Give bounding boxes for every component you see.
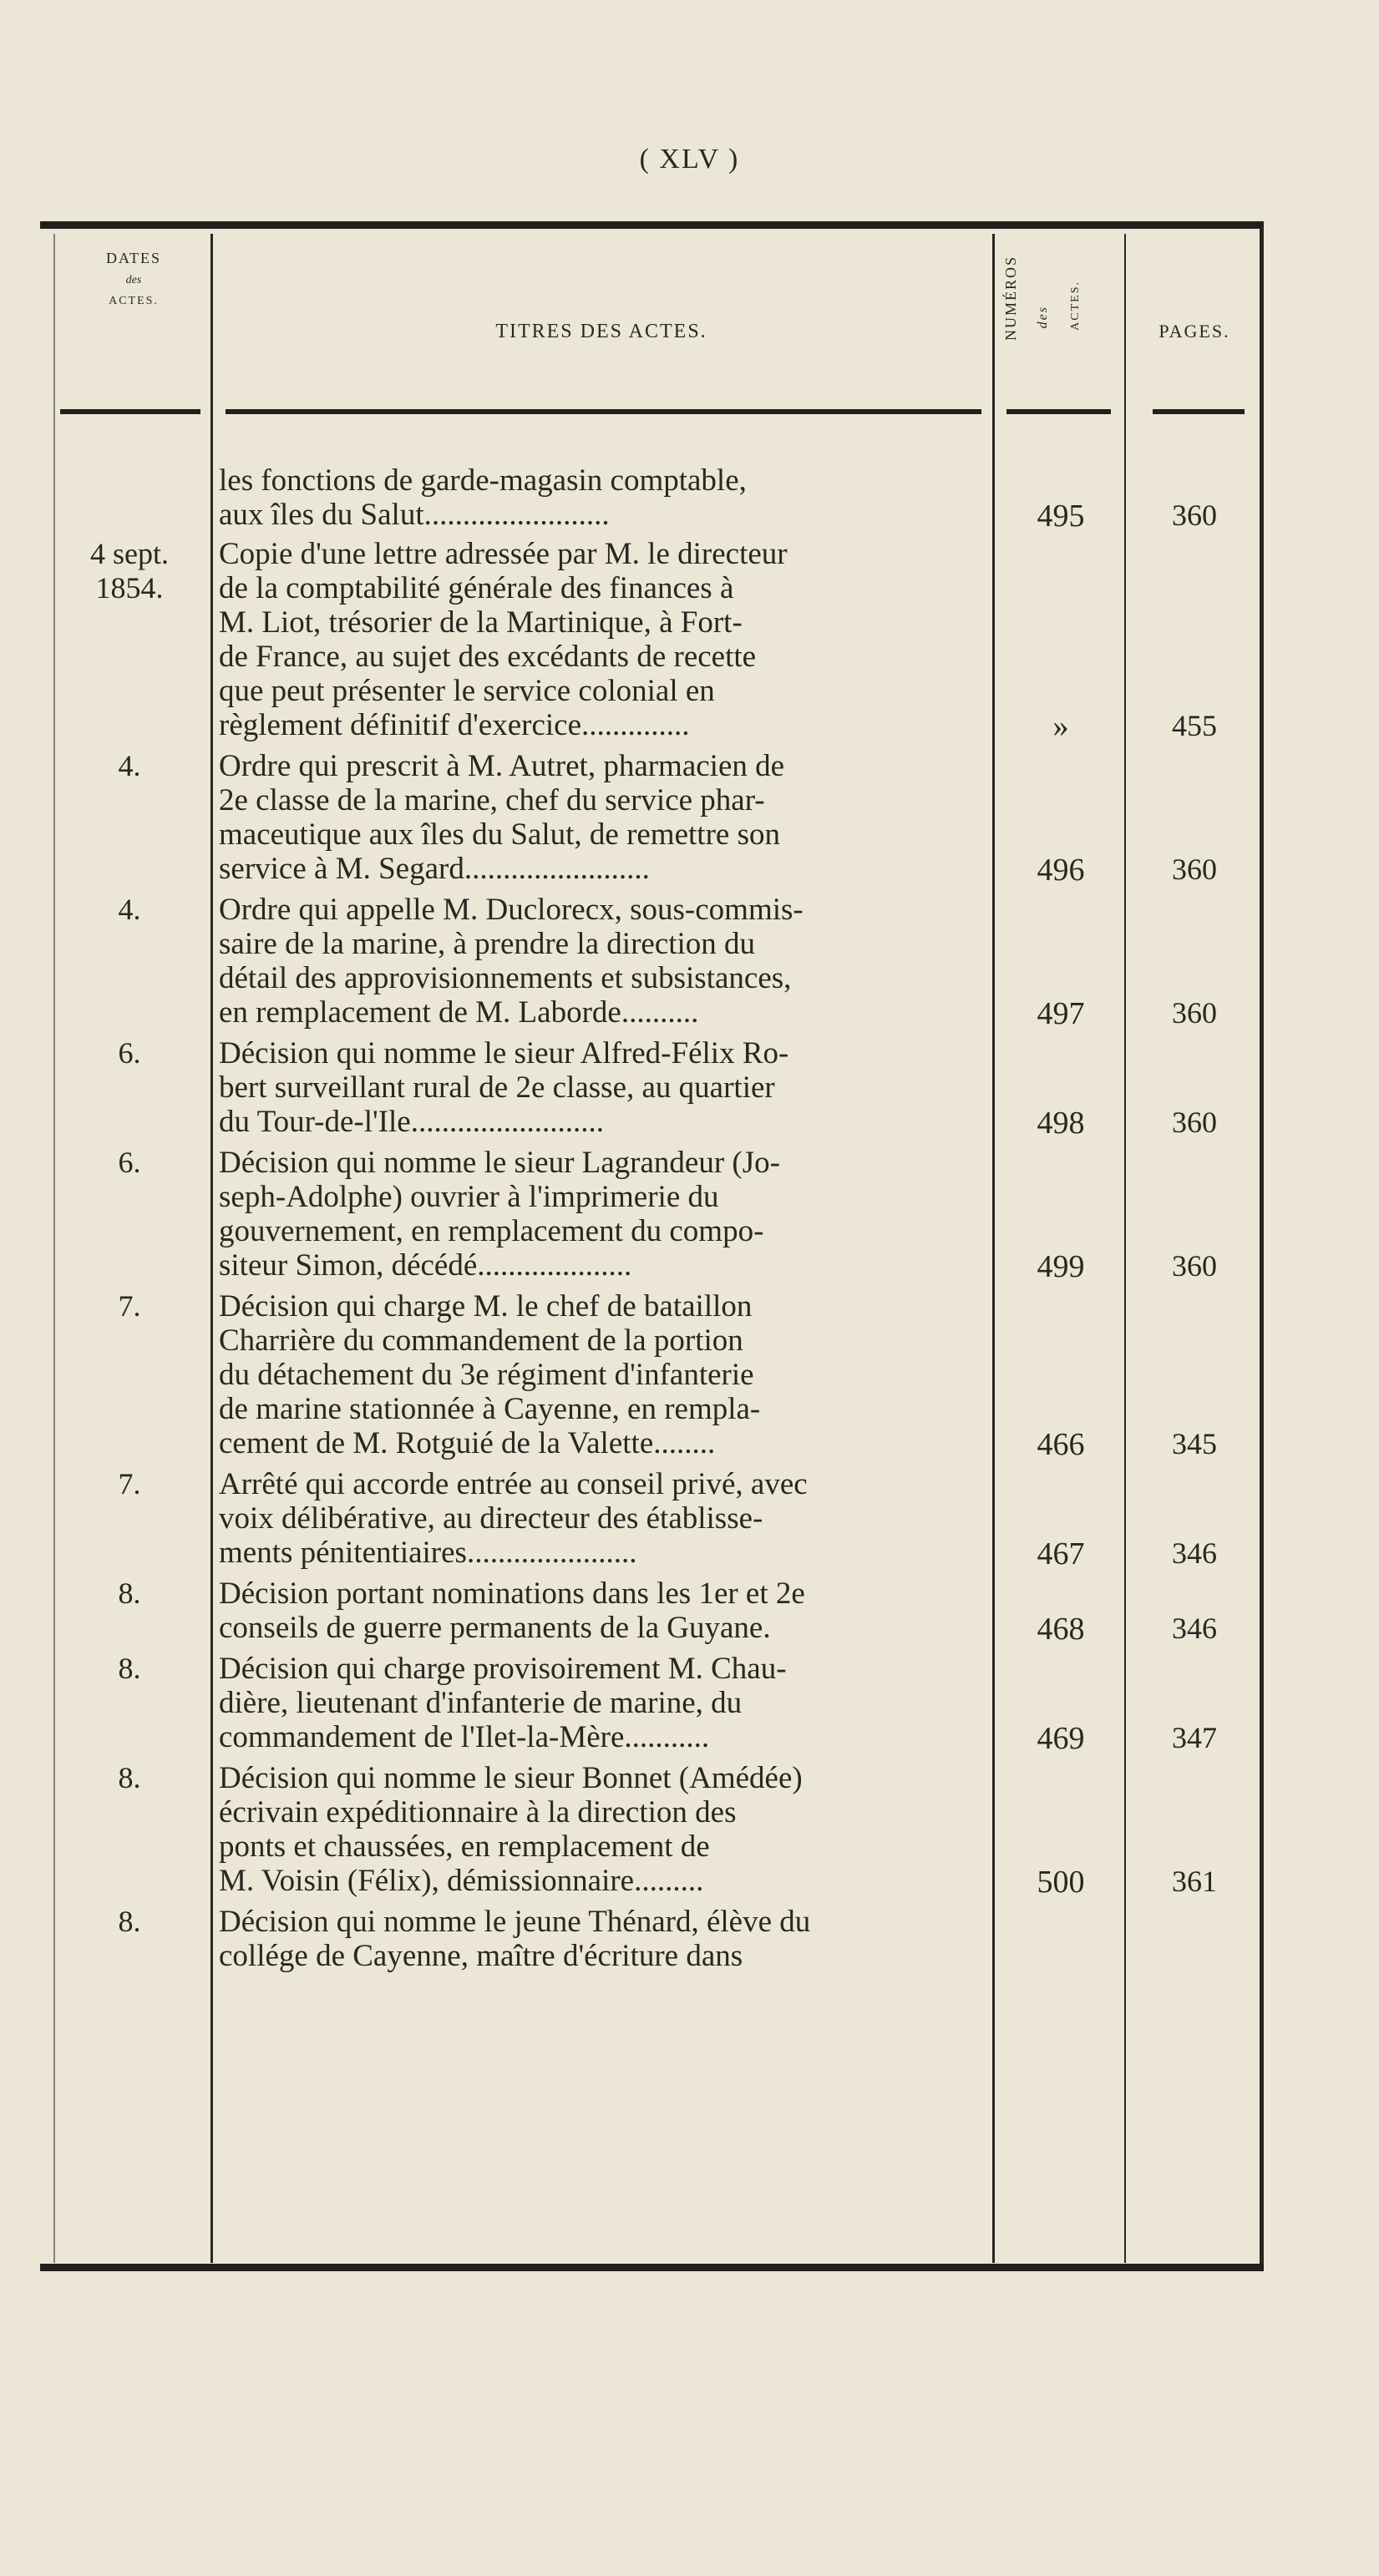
act-title-line: saire de la marine, à prendre la direction du: [219, 927, 756, 961]
act-number: 500: [1037, 1865, 1085, 1900]
header-numeros-line1: NUMÉROS: [1002, 256, 1019, 342]
act-date: [50, 1652, 209, 1686]
act-page: 347: [1172, 1721, 1217, 1754]
act-date: [50, 749, 209, 783]
header-dates-line3: ACTES.: [109, 294, 159, 307]
act-title-line: M. Liot, trésorier de la Martinique, à Fort-: [219, 605, 743, 640]
table-top-rule: [40, 221, 1264, 229]
act-date-line: 4.: [118, 893, 141, 926]
act-page: 360: [1172, 996, 1217, 1030]
header-pages: PAGES.: [1158, 321, 1230, 342]
header-bar-numeros: [1006, 409, 1111, 414]
act-date-line: 8.: [118, 1905, 141, 1938]
act-date: [50, 1036, 209, 1070]
act-page: 346: [1172, 1536, 1217, 1570]
table-row: [0, 1652, 1379, 1754]
act-date-line: 7.: [118, 1467, 141, 1501]
table-row: [0, 537, 1379, 742]
act-title: [219, 1146, 986, 1283]
act-page: 360: [1172, 853, 1217, 886]
act-title-line: conseils de guerre permanents de la Guyane.: [219, 1611, 771, 1645]
header-dates-line2: des: [125, 273, 142, 286]
act-date-line: 8.: [118, 1652, 141, 1685]
act-page: 360: [1172, 498, 1217, 532]
table-row: [0, 1761, 1379, 1898]
act-title: [219, 1467, 986, 1570]
act-title-line: Copie d'une lettre adressée par M. le directeur: [219, 537, 788, 571]
act-title: [219, 749, 986, 886]
act-title-line: Décision portant nominations dans les 1er et 2e: [219, 1576, 805, 1611]
act-number: »: [1052, 709, 1069, 744]
act-number: 467: [1037, 1536, 1085, 1571]
table-row: [0, 1289, 1379, 1460]
header-bar-pages: [1153, 409, 1245, 414]
act-number: 498: [1037, 1106, 1085, 1141]
act-date-line: 6.: [118, 1036, 141, 1070]
act-title-line: siteur Simon, décédé....................: [219, 1248, 632, 1283]
act-title-line: du Tour-de-l'Ile.........................: [219, 1105, 604, 1139]
act-page: 361: [1172, 1865, 1217, 1898]
act-date-line: 4.: [118, 749, 141, 782]
act-title-line: collége de Cayenne, maître d'écriture dans: [219, 1939, 743, 1973]
act-number: 466: [1037, 1427, 1085, 1462]
act-title: [219, 1652, 986, 1754]
act-date: [50, 1576, 209, 1611]
act-title-line: Ordre qui appelle M. Duclorecx, sous-commis-: [219, 893, 804, 927]
act-date: [50, 1146, 209, 1180]
table-row: [0, 1467, 1379, 1570]
act-page: 345: [1172, 1427, 1217, 1460]
table-row: [0, 749, 1379, 886]
header-numeros: [986, 247, 1111, 414]
act-number: 499: [1037, 1249, 1085, 1284]
table-row: [0, 1576, 1379, 1645]
table-row: [0, 1146, 1379, 1283]
act-title-line: commandement de l'Ilet-la-Mère...........: [219, 1720, 710, 1754]
act-date-line: 8.: [118, 1761, 141, 1794]
act-title-line: dière, lieutenant d'infanterie de marine, du: [219, 1686, 743, 1720]
table-row: [0, 1905, 1379, 1973]
act-date: [50, 537, 209, 605]
act-title: [219, 463, 986, 532]
act-title-line: de marine stationnée à Cayenne, en rempla-: [219, 1392, 761, 1426]
act-title-line: Décision qui nomme le jeune Thénard, élève du: [219, 1905, 811, 1939]
act-number: 469: [1037, 1721, 1085, 1756]
act-date: [50, 1761, 209, 1795]
act-date: [50, 1905, 209, 1939]
header-numeros-line2: des: [1036, 306, 1050, 329]
table-row: [0, 893, 1379, 1030]
act-title-line: Ordre qui prescrit à M. Autret, pharmacien de: [219, 749, 785, 783]
act-title: [219, 1289, 986, 1460]
act-title-line: Charrière du commandement de la portion: [219, 1323, 743, 1358]
act-title-line: voix délibérative, au directeur des établisse-: [219, 1501, 763, 1536]
act-title-line: de France, au sujet des excédants de recette: [219, 640, 757, 674]
act-title-line: aux îles du Salut........................: [219, 498, 610, 532]
act-title-line: service à M. Segard........................: [219, 852, 650, 886]
act-page: 360: [1172, 1249, 1217, 1283]
act-title-line: que peut présenter le service colonial en: [219, 674, 715, 708]
header-bar-titres: [226, 409, 981, 414]
act-date-line: 4 sept.: [90, 537, 169, 570]
act-title-line: Décision qui nomme le sieur Lagrandeur (Jo-: [219, 1146, 780, 1180]
act-title-line: ponts et chaussées, en remplacement de: [219, 1830, 710, 1864]
act-title-line: Décision qui charge provisoirement M. Chau-: [219, 1652, 787, 1686]
act-title-line: Décision qui charge M. le chef de bataillon: [219, 1289, 753, 1323]
table-row: [0, 1036, 1379, 1139]
header-titres: TITRES DES ACTES.: [495, 321, 707, 342]
act-page: 346: [1172, 1612, 1217, 1645]
act-title: [219, 1576, 986, 1645]
act-title-line: détail des approvisionnements et subsistances,: [219, 961, 792, 995]
act-title-line: du détachement du 3e régiment d'infanterie: [219, 1358, 754, 1392]
act-title: [219, 1761, 986, 1898]
act-date: [50, 1289, 209, 1323]
act-title-line: seph-Adolphe) ouvrier à l'imprimerie du: [219, 1180, 719, 1214]
act-title-line: 2e classe de la marine, chef du service phar-: [219, 783, 765, 817]
act-title-line: maceutique aux îles du Salut, de remettre son: [219, 817, 780, 852]
header-numeros-line3: ACTES.: [1069, 281, 1082, 331]
table-bottom-rule: [40, 2264, 1264, 2271]
act-title-line: M. Voisin (Félix), démissionnaire.........: [219, 1864, 704, 1898]
act-date-line: 6.: [118, 1146, 141, 1179]
act-title-line: les fonctions de garde-magasin comptable,: [219, 463, 747, 498]
act-title-line: cement de M. Rotguié de la Valette........: [219, 1426, 716, 1460]
act-number: 497: [1037, 996, 1085, 1031]
header-dates-line1: DATES: [105, 250, 161, 266]
table-row: [0, 463, 1379, 532]
act-title: [219, 1905, 986, 1973]
act-page: 360: [1172, 1106, 1217, 1139]
page-folio: ( XLV ): [639, 144, 740, 175]
act-title-line: Décision qui nomme le sieur Bonnet (Amédée): [219, 1761, 803, 1795]
act-title-line: de la comptabilité générale des finances à: [219, 571, 734, 605]
act-number: 468: [1037, 1612, 1085, 1647]
act-title: [219, 537, 986, 742]
act-date: [50, 1467, 209, 1501]
act-title: [219, 1036, 986, 1139]
act-title-line: Décision qui nomme le sieur Alfred-Félix Ro-: [219, 1036, 789, 1070]
act-date-line: 8.: [118, 1576, 141, 1610]
act-number: 496: [1037, 853, 1085, 888]
act-title-line: écrivain expéditionnaire à la direction des: [219, 1795, 737, 1830]
act-number: 495: [1037, 498, 1085, 534]
act-date-line: 7.: [118, 1289, 141, 1323]
header-dates: [58, 251, 209, 307]
act-title-line: bert surveillant rural de 2e classe, au quartier: [219, 1070, 775, 1105]
act-page: 455: [1172, 709, 1217, 742]
act-date: [50, 893, 209, 927]
act-title-line: Arrêté qui accorde entrée au conseil privé, avec: [219, 1467, 808, 1501]
header-bar-dates: [60, 409, 200, 414]
act-date-year: 1854.: [95, 571, 164, 605]
act-title-line: règlement définitif d'exercice..............: [219, 708, 690, 742]
act-title-line: en remplacement de M. Laborde..........: [219, 995, 699, 1030]
act-title: [219, 893, 986, 1030]
act-title-line: ments pénitentiaires......................: [219, 1536, 637, 1570]
act-title-line: gouvernement, en remplacement du compo-: [219, 1214, 764, 1248]
